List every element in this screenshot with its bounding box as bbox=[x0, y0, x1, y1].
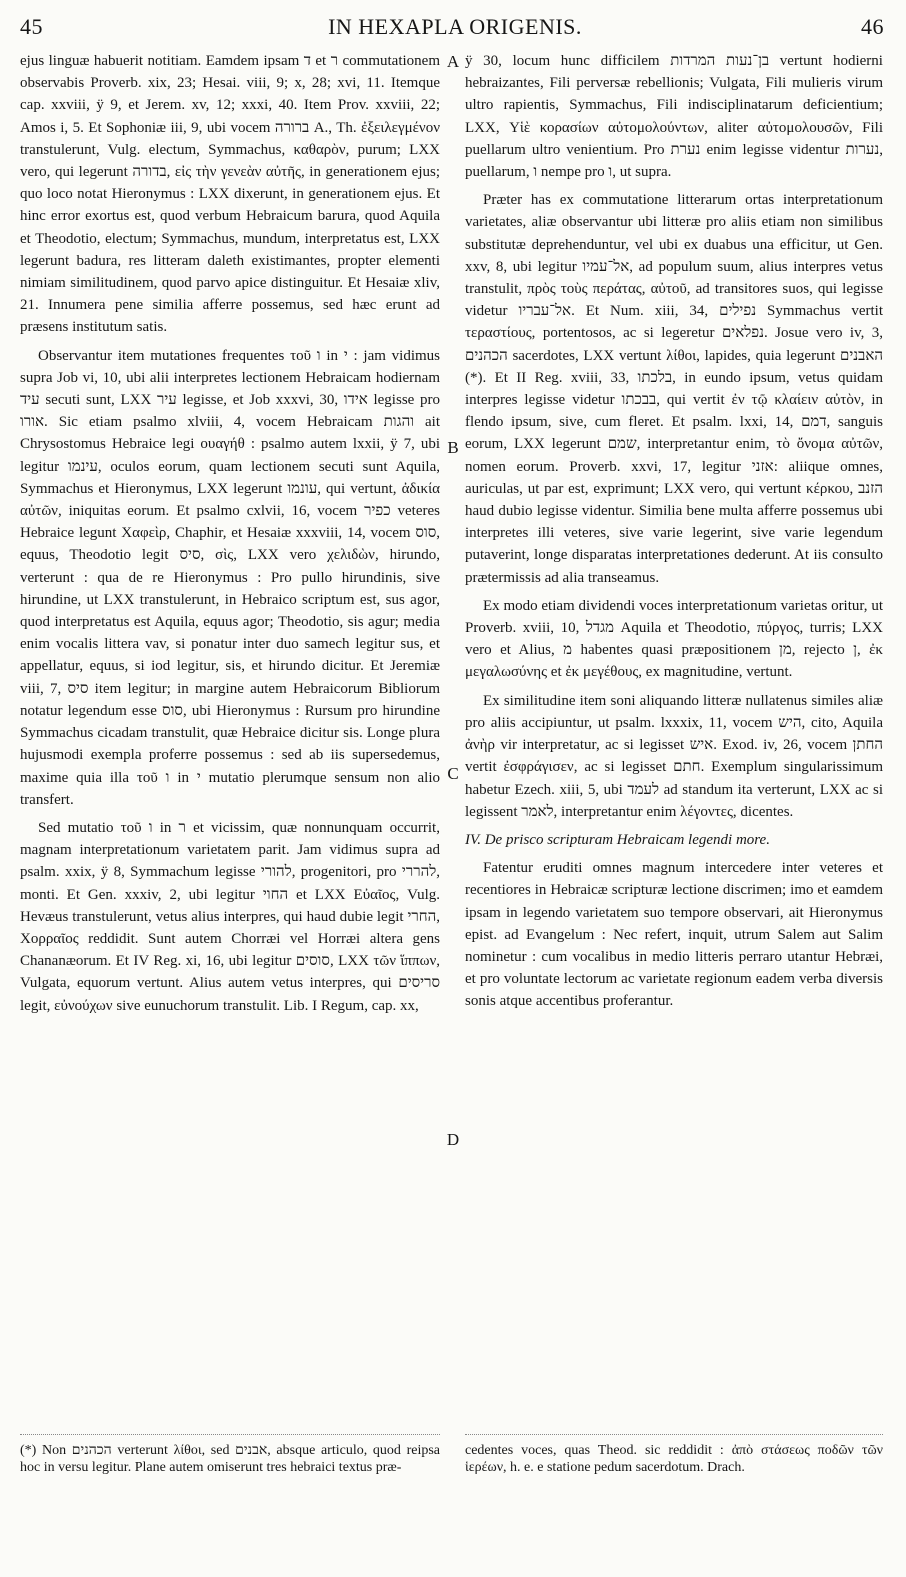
section-heading: IV. De prisco scripturam Hebraicam legendi more. bbox=[465, 831, 770, 848]
footnote-rule-left bbox=[20, 1434, 440, 1436]
left-paragraph-1: ejus linguæ habuerit notitiam. Eamdem ipsam ד et ר commutationem observabis Proverb. xix, 23; Hesai. viii, 9; x, 28; xvi, 11. Itemque cap. xxviii, ÿ 9, et Jerem. xv, 12; xxxi, 40. Item Prov. xxviii, 22; Amos i, 5. Et Sophoniæ iii, 9, ubi vocem ברורה A., Th. ἐξειλεγμένον transtulerunt, Vulg. electum, Symmachus, καθαρὸν, purum; LXX vero, qui legerunt בדורה, εἰς τὴν γενεὰν αὐτῆς, in generationem ejus; quo loco notat Hieronymus : LXX dixerunt, in generationem ejus. Et hinc error exortus est, quod verbum Hebraicum barura, quod Aquila et Theodotio, electum; Symmachus, mundum, interpretatus est, LXX legerunt badura, res litteram daleth existimantes, propter elementi nimiam similitudinem, quod parvo apice distinguitur. Et Hesaiæ xliv, 21. Innumera pene similia afferre possemus, sed hæc erunt ad præsens institutum satis. bbox=[20, 53, 441, 336]
right-paragraph-4: Ex similitudine item soni aliquando litteræ nullatenus similes aliæ pro aliis accipiuntur, ut psalm. lxxxix, 11, vocem היש, cito, Aquila ἀνὴρ vir interpretatur, ac si legisset איש. Exod. iv, 26, vocem החתן vertit ἐσφράγισεν, ac si legisset חתם. Exemplum singularissimum habetur Ezech. xiii, 5, ubi לעמד ad standum ita verterunt, LXX ac si legissent לאמר, interpretantur enim λέγοντες, dicentes. bbox=[465, 692, 883, 820]
left-column bbox=[20, 50, 440, 1023]
page-number-right: 46 bbox=[861, 14, 884, 39]
right-paragraph-5: Fatentur eruditi omnes magnum intercedere inter veteres et recentiores in Hebraicæ scripturæ lectione discrimen; imo et eamdem ipsam in legendo varietatem suo tempore observari, ait Hieronymus epist. ad Evangelum : Nec refert, inquit, utrum Salem aut Salim nominetur : cum vocalibus in medio litteris perraro utantur Hebræi, et pro voluntate lectorum ac varietate regionum eadem verba diversis sonis atque accentibus proferantur. bbox=[465, 860, 883, 1010]
running-header bbox=[14, 8, 896, 42]
footnote-left: (*) Non הכהנים verterunt λίθοι, sed אבנים, absque articulo, quod reipsa hoc in versu legitur. Plane autem omiserunt tres hebraici textus præ- bbox=[20, 1443, 441, 1475]
right-column bbox=[465, 50, 883, 1019]
footnote-right: cedentes voces, quas Theod. sic reddidit : ἀπὸ στάσεως ποδῶν τῶν ἱερέων, h. e. e statione pedum sacerdotum. Drach. bbox=[465, 1443, 883, 1475]
right-paragraph-2: Præter has ex commutatione litterarum ortas interpretationum varietates, aliæ observantur ubi litteræ pro aliis etiam non similibus substitutæ deprehenduntur, vel ubi ex duabus una efficitur, ut Gen. xxv, 8, ubi legitur אל־עמיו, ad populum suum, alius interpres vetus transtulit, πρὸς τοὺς περάτας, αὐτοῦ, ad transitores suos, qui legisse videtur אל־עבריו. Et Num. xiii, 34, נפילים Symmachus vertit τεραστίους, portentosos, ac si legeretur נפלאים. Josue vero iv, 3, הכהנים sacerdotes, LXX vertunt λίθοι, lapides, quia legerunt האבנים (*). Et II Reg. xviii, 33, בלכתו, in eundo ipsum, vetus quidam interpres legisse videtur בבכתו, qui vertit ἐν τῷ κλαίειν αὐτὸν, in flendo ipsum, sive, cum fleret. Et psalm. lxxi, 14, דמם, sanguis eorum, LXX legerunt שמם, interpretantur enim, τὸ ὄνομα αὐτῶν, nomen eorum. Proverb. xxvi, 17, legitur אזני: aliique omnes, auriculas, ut par est, exprimunt; LXX vero, qui vertunt κέρκου, הזנב haud dubio legisse videntur. Similia bene multa afferre possemus ubi interpretes illi veteres, sive varie legerint, sive varie legendum putaverint, longe disparatas interpretationes dederunt. At iis consulto prætermissis ad alia transeamus. bbox=[465, 192, 883, 586]
right-paragraph-1: ÿ 30, locum hunc difficilem בן־נעות המרדות vertunt hodierni hebraizantes, Fili perversæ rebellionis; Vulgata, Fili mulieris virum ultro rapientis, Symmachus, Fili indisciplinatarum deficientium; LXX, Υἱὲ κορασίων αὐτομολούντων, aliter αὐτομολουσῶν, Fili puellarum ultro venientium. Pro נערת enim legisse videntur נערות, puellarum, ו nempe pro ו, ut supra. bbox=[465, 53, 883, 181]
running-title: IN HEXAPLA ORIGENIS. bbox=[328, 14, 582, 39]
footnote-rule-right bbox=[465, 1434, 883, 1436]
margin-letter-c: C bbox=[447, 764, 459, 783]
margin-letter-b: B bbox=[447, 438, 459, 457]
left-paragraph-2: Observantur item mutationes frequentes τοῦ ו in י : jam vidimus supra Job vi, 10, ubi alii interpretes lectionem Hebraicam hodiernam עיד secuti sunt, LXX עיר legisse, et Job xxxvi, 30, אידו legisse pro אורו. Sic etiam psalmo xlviii, 4, vocem Hebraicam והגות ait Chrysostomus Hebraice legi ουαγήθ : psalmo autem lxxii, ÿ 7, ubi legitur עינמו, oculos eorum, quam lectionem secuti sunt Aquila, Symmachus et Hieronymus, LXX legerunt עונמו, qui vertunt, ἀδικία αὐτῶν, iniquitas eorum. Et psalmo cxlvii, 16, vocem כפיר veteres Hebraice legunt Χαφεὶρ, Chaphir, et Hesaiæ xxxviii, 14, vocem סוס, equus, Theodotio legit סיס, σὶς, LXX vero χελιδὼν, hirundo, verterunt : qua de re Hieronymus : Pro pullo hirundinis, sive hirundine, ut LXX transtulerunt, in Hebraico scriptum est, sus agor, quod interpretatus est Aquila, equus agor; Theodotio, sis agur; media enim vocalis littera vav, si ponatur inter duo samech legitur sus, et appellatur, equus, si iod legitur, sis, et hirundo dicitur. Et Jeremiæ viii, 7, סיס item legitur; in margine autem Hebraicorum Bibliorum notatur legendum esse סוס, ubi Hieronymus : Rursum pro hirundine Symmachus cicadam transtulit, quæ Hebraice dicitur sis. Longe plura hujusmodi exempla proferre possemus : sed ab iis supersedemus, maxime quia illa τοῦ ו in י mutatio plerumque sensum non alio transfert. bbox=[20, 347, 441, 808]
margin-letter-a: A bbox=[446, 52, 460, 71]
right-paragraph-3: Ex modo etiam dividendi voces interpretationum varietas oritur, ut Proverb. xviii, 10, מגדל Aquila et Theodotio, πύργος, turris; LXX vero et Alius, מ habentes quasi præpositionem מן, rejecto ן, ἐκ μεγαλωσύνης et ἐκ μεγέθους, ex magnitudine, vertunt. bbox=[465, 597, 883, 681]
page-number-left: 45 bbox=[20, 14, 43, 39]
left-paragraph-3: Sed mutatio τοῦ ו in ר et vicissim, quæ nonnunquam occurrit, magnam interpretationum varietatem parit. Jam vidimus supra ad psalm. xxix, ÿ 8, Symmachum legisse להורי, progenitori, pro להררי, monti. Et Gen. xxxiv, 2, ubi legitur החוי et LXX Εὐαῖος, Vulg. Hevæus transtulerunt, vetus alius interpres, qui haud dubie legit החרי, Χορραῖος reddidit. Sunt autem Chorræi vel Horræi altera gens Chananæorum. Et IV Reg. xi, 16, ubi legitur סוסים, LXX τῶν ἵππων, Vulgata, equorum vertunt. Alius autem vetus interpres, qui סריסים legit, εὐνούχων sive eunuchorum transtulit. Lib. I Regum, cap. xx, bbox=[20, 819, 440, 1014]
margin-letter-d: D bbox=[446, 1130, 460, 1149]
